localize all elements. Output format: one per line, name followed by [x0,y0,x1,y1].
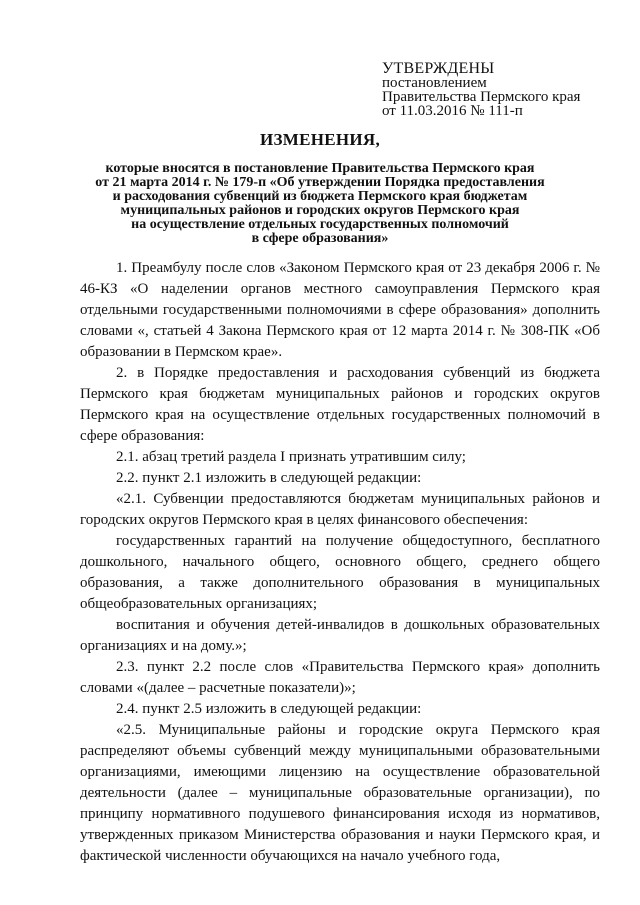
approval-line: Правительства Пермского края [382,89,581,105]
heading-line: от 21 марта 2014 г. № 179-п «Об утверждении Порядка предоставления [95,175,545,190]
heading-line: которые вносятся в постановление Правительства Пермского края [105,161,535,176]
heading-line: и расходования субвенций из бюджета Пермского края бюджетам [112,189,528,204]
approval-line: постановлением [382,75,487,91]
approval-stamp [382,62,622,118]
paragraph: государственных гарантий на получение общедоступного, бесплатного дошкольного, начального общего, основного общего, среднего общего образования, а также дополнительного образования в муниципальных общеобразовательных организациях; [80,533,600,612]
paragraph: 2.1. абзац третий раздела I признать утратившим силу; [116,449,466,465]
heading-line: муниципальных районов и городских округов Пермского края [120,203,520,218]
paragraph: 2.4. пункт 2.5 изложить в следующей редакции: [116,701,422,717]
paragraph: 2.3. пункт 2.2 после слов «Правительства Пермского края» дополнить словами «(далее – расчетные показатели)»; [80,659,600,696]
paragraph: 2. в Порядке предоставления и расходования субвенций из бюджета Пермского края бюджетам муниципальных районов и городских округов Пермского края на осуществление отдельных государственных полномочий в сфере образования: [80,365,600,444]
heading-line: в сфере образования» [251,231,389,246]
heading-line: на осуществление отдельных государственных полномочий [131,217,509,232]
approval-line: от 11.03.2016 № 111-п [382,103,523,119]
paragraph: 2.2. пункт 2.1 изложить в следующей редакции: [116,470,422,486]
document-heading [80,130,560,246]
document-body [80,258,600,867]
paragraph: воспитания и обучения детей-инвалидов в дошкольных образовательных организациях и на дому.»; [80,617,600,654]
paragraph: 1. Преамбулу после слов «Законом Пермского края от 23 декабря 2006 г. № 46-КЗ «О наделении органов местного самоуправления Пермского края отдельными государственными полномочиями в сфере образования» дополнить словами «, статьей 4 Закона Пермского края от 12 марта 2014 г. № 308-ПК «Об образовании в Пермском крае». [80,260,600,360]
approval-title: УТВЕРЖДЕНЫ [382,60,495,77]
paragraph: «2.5. Муниципальные районы и городские округа Пермского края распределяют объемы субвенций между муниципальными образовательными организациями, имеющими лицензию на осуществление образовательной деятельности (далее – муниципальные образовательные организации), по принципу нормативного подушевого финансирования исходя из нормативов, утвержденных приказом Министерства образования и науки Пермского края, и фактической численности обучающихся на начало учебного года, [80,722,600,864]
paragraph: «2.1. Субвенции предоставляются бюджетам муниципальных районов и городских округов Пермского края в целях финансового обеспечения: [80,491,600,528]
document-title: ИЗМЕНЕНИЯ, [259,130,381,149]
